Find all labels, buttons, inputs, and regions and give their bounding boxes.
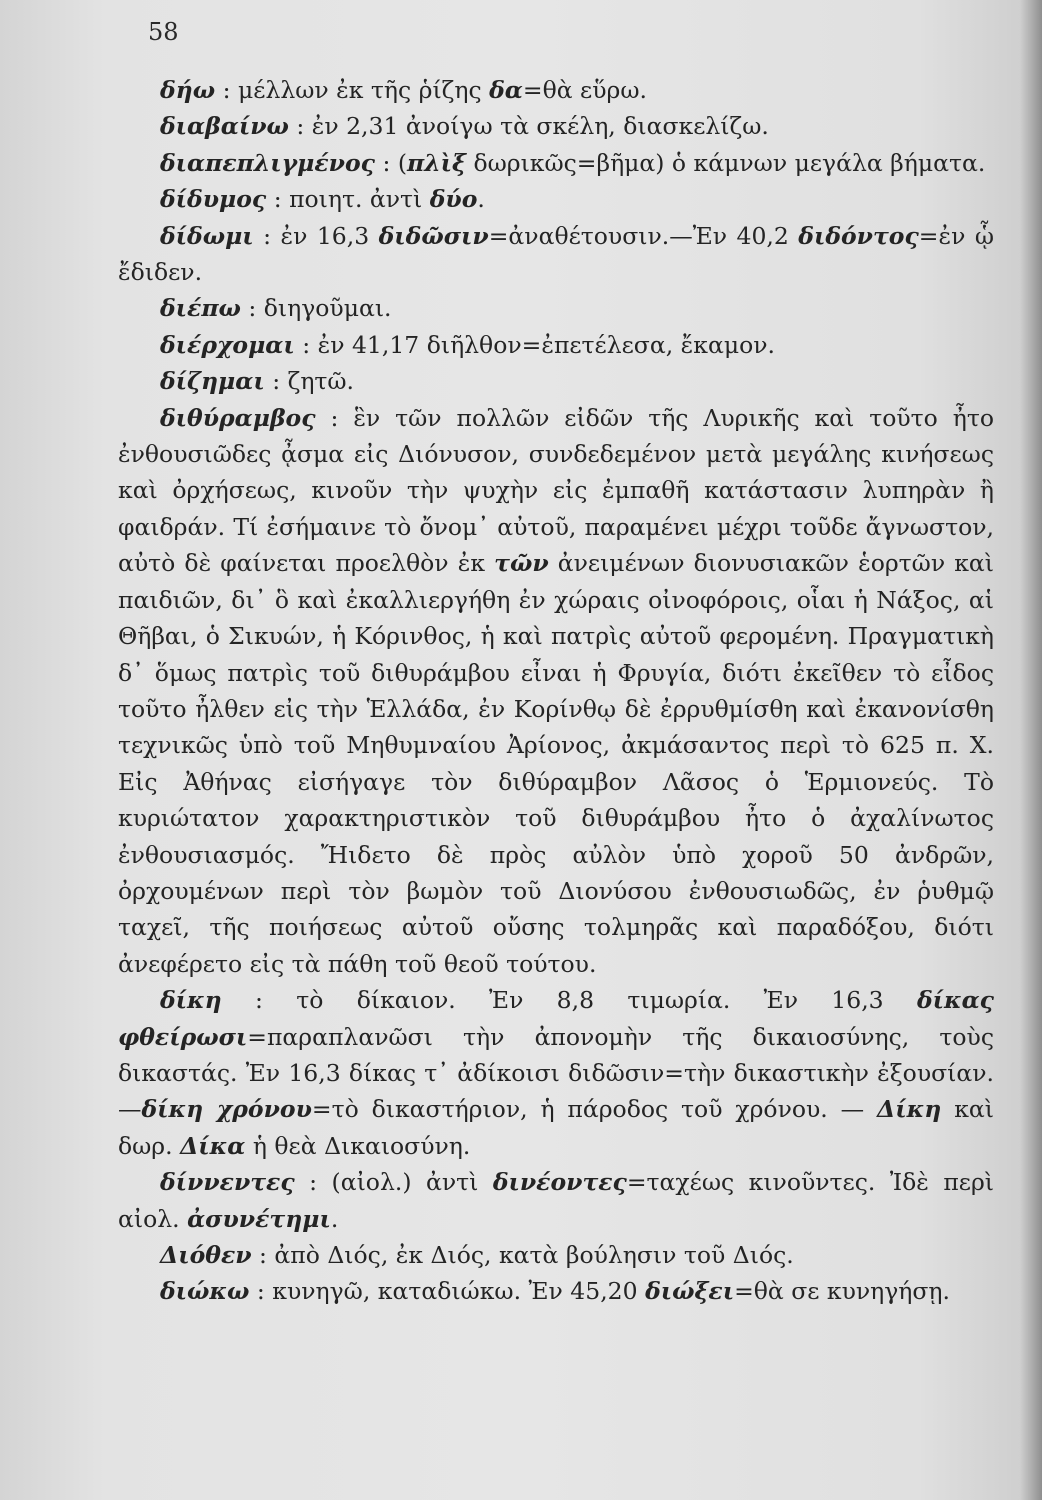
- entry-headword: δίννεντες: [160, 1168, 295, 1197]
- page-number: 58: [148, 18, 179, 46]
- entry-text: : κυνηγῶ, καταδιώκω. Ἐν 45,20: [249, 1277, 646, 1306]
- entry-headword: Διόθεν: [160, 1241, 252, 1269]
- glossary-entry: [118, 400, 994, 983]
- entry-text: : τὸ δίκαιον. Ἐν 8,8 τιμωρία. Ἐν 16,3: [221, 986, 917, 1015]
- entry-text: =θὰ σε κυνηγήσῃ.: [734, 1277, 950, 1306]
- entry-headword: διώκω: [160, 1277, 250, 1306]
- entry-headword: διέρχομαι: [160, 330, 295, 359]
- entry-emphasis: διώξει: [645, 1277, 735, 1306]
- entry-headword: δίκη: [160, 986, 222, 1015]
- entry-text: : ἐν 41,17 διῆλθον=ἐπετέλεσα, ἔκαμον.: [294, 330, 775, 359]
- entry-headword: διαβαίνω: [160, 112, 289, 141]
- entry-text: δωρικῶς=βῆμα) ὁ κάμνων μεγάλα βήματα.: [465, 148, 986, 177]
- entry-text: =τὸ δικαστήριον, ἡ πάροδος τοῦ χρόνου. —: [311, 1095, 878, 1124]
- glossary-entry: [118, 145, 994, 181]
- glossary-entry: [118, 1273, 994, 1309]
- entry-emphasis: Δίκα: [180, 1131, 246, 1160]
- entry-emphasis: δίκας φθείρωσι: [118, 986, 994, 1051]
- entry-text: : ζητῶ.: [264, 367, 355, 396]
- page-edge-shadow: [1020, 0, 1042, 1500]
- entry-text: =παραπλανῶσι τὴν ἀπονομὴν τῆς δικαιοσύνης, τοὺς δικαστάς. Ἐν 16,3 δίκας τ᾽ ἀδίκοισι διδῶσιν=τὴν δικαστικὴν ἐξουσίαν.—: [118, 1022, 994, 1124]
- entry-text: καὶ δωρ.: [118, 1095, 994, 1160]
- glossary-entry: [118, 1164, 994, 1237]
- entry-headword: διέπω: [160, 294, 241, 323]
- glossary-entry: [118, 181, 994, 217]
- entry-text: : ἓν τῶν πολλῶν εἰδῶν τῆς Λυρικῆς καὶ τοῦτο ἦτο ἐνθουσιῶδες ᾆσμα εἰς Διόνυσον, συνδεδεμένον μετὰ μεγάλης κινήσεως καὶ ὀρχήσεως, κινοῦν τὴν ψυχὴν εἰς ἐμπαθῆ κατάστασιν λυπηρὰν ἢ φαιδράν. Τί ἐσήμαινε τὸ ὄνομ᾽ αὐτοῦ, παραμένει μέχρι τοῦδε ἄγνωστον, αὐτὸ δὲ φαίνεται προελθὸν ἐκ: [118, 403, 994, 578]
- entry-text: .: [477, 185, 485, 214]
- entry-text: : ἐν 2,31 ἀνοίγω τὰ σκέλη, διασκελίζω.: [288, 112, 769, 141]
- entry-emphasis: ἀσυνέτημι: [187, 1204, 331, 1233]
- entry-text: =θὰ εὕρω.: [522, 76, 647, 104]
- glossary-entry: [118, 72, 994, 108]
- entry-headword: διαπεπλιγμένος: [160, 148, 375, 177]
- entry-text: =ἐν ᾧ ἔδιδεν.: [118, 221, 994, 287]
- entry-emphasis: τῶν: [494, 549, 549, 578]
- entry-headword: δίδυμος: [160, 185, 267, 214]
- entry-text: : διηγοῦμαι.: [240, 294, 392, 323]
- entry-text: =ἀναθέτουσιν.—Ἐν 40,2: [488, 221, 799, 250]
- entry-text: ἀνειμένων διονυσιακῶν ἑορτῶν καὶ παιδιῶν, δι᾽ ὃ καὶ ἐκαλλιεργήθη ἐν χώραις οἰνοφόροις, οἷαι ἡ Νάξος, αἱ Θῆβαι, ὁ Σικυών, ἡ Κόρινθος, ἡ καὶ πατρὶς αὐτοῦ φερομένη. Πραγματικὴ δ᾽ ὅμως πατρὶς τοῦ διθυράμβου εἶναι ἡ Φρυγία, διότι ἐκεῖθεν τὸ εἶδος τοῦτο ἦλθεν εἰς τὴν Ἑλλάδα, ἐν Κορίνθῳ δὲ ἐρρυθμίσθη καὶ ἐκανονίσθη τεχνικῶς ὑπὸ τοῦ Μηθυμναίου Ἀρίονος, ἀκμάσαντος περὶ τὸ 625 π. Χ. Εἰς Ἀθήνας εἰσήγαγε τὸν διθύραμβον Λᾶσος ὁ Ἑρμιονεύς. Τὸ κυριώτατον χαρακτηριστικὸν τοῦ διθυράμβου ἦτο ὁ ἀχαλίνωτος ἐνθουσιασμός. Ἤιδετο δὲ πρὸς αὐλὸν ὑπὸ χοροῦ 50 ἀνδρῶν, ὀρχουμένων περὶ τὸν βωμὸν τοῦ Διονύσου ἐνθουσιωδῶς, ἐν ῥυθμῷ ταχεῖ, τῆς ποιήσεως αὐτοῦ οὔσης τολμηρᾶς καὶ παραδόξου, διότι ἀνεφέρετο εἰς τὰ πάθη τοῦ θεοῦ τούτου.: [118, 549, 995, 978]
- entry-text: ἡ θεὰ Δικαιοσύνη.: [245, 1131, 471, 1160]
- entry-text: : ἐν 16,3: [253, 221, 379, 250]
- entry-emphasis: διδῶσιν: [378, 221, 489, 250]
- entry-text: : ἀπὸ Διός, ἐκ Διός, κατὰ βούλησιν τοῦ Διός.: [251, 1241, 794, 1269]
- entry-headword: δίζημαι: [160, 367, 265, 396]
- glossary-entries: [118, 72, 994, 1310]
- glossary-entry: [118, 327, 994, 363]
- entry-emphasis: πλὶξ: [407, 148, 466, 177]
- entry-headword: δίδωμι: [160, 221, 254, 250]
- glossary-entry: [118, 290, 994, 326]
- entry-headword: διθύραμβος: [160, 403, 316, 432]
- entry-text: .: [330, 1204, 339, 1233]
- entry-emphasis: δίκη χρόνου: [141, 1095, 312, 1124]
- glossary-entry: [118, 363, 994, 399]
- entry-text: : ποιητ. ἀντὶ: [266, 185, 430, 214]
- entry-headword: δήω: [160, 76, 216, 104]
- entry-emphasis: Δίκη: [877, 1095, 942, 1124]
- entry-emphasis: δινέοντες: [492, 1168, 627, 1197]
- entry-emphasis: διδόντος: [798, 221, 919, 250]
- entry-emphasis: δύο: [429, 185, 478, 214]
- entry-text: : (αἰολ.) ἀντὶ: [294, 1168, 493, 1197]
- glossary-entry: [118, 982, 994, 1164]
- entry-text: : μέλλων ἐκ τῆς ῥίζης: [215, 76, 490, 104]
- entry-text: =ταχέως κινοῦντες. Ἰδὲ περὶ αἰολ.: [118, 1168, 994, 1233]
- glossary-entry: [118, 218, 994, 291]
- entry-text: : (: [374, 148, 407, 177]
- entry-emphasis: δα: [489, 76, 523, 104]
- glossary-entry: [118, 1237, 994, 1273]
- glossary-entry: [118, 108, 994, 144]
